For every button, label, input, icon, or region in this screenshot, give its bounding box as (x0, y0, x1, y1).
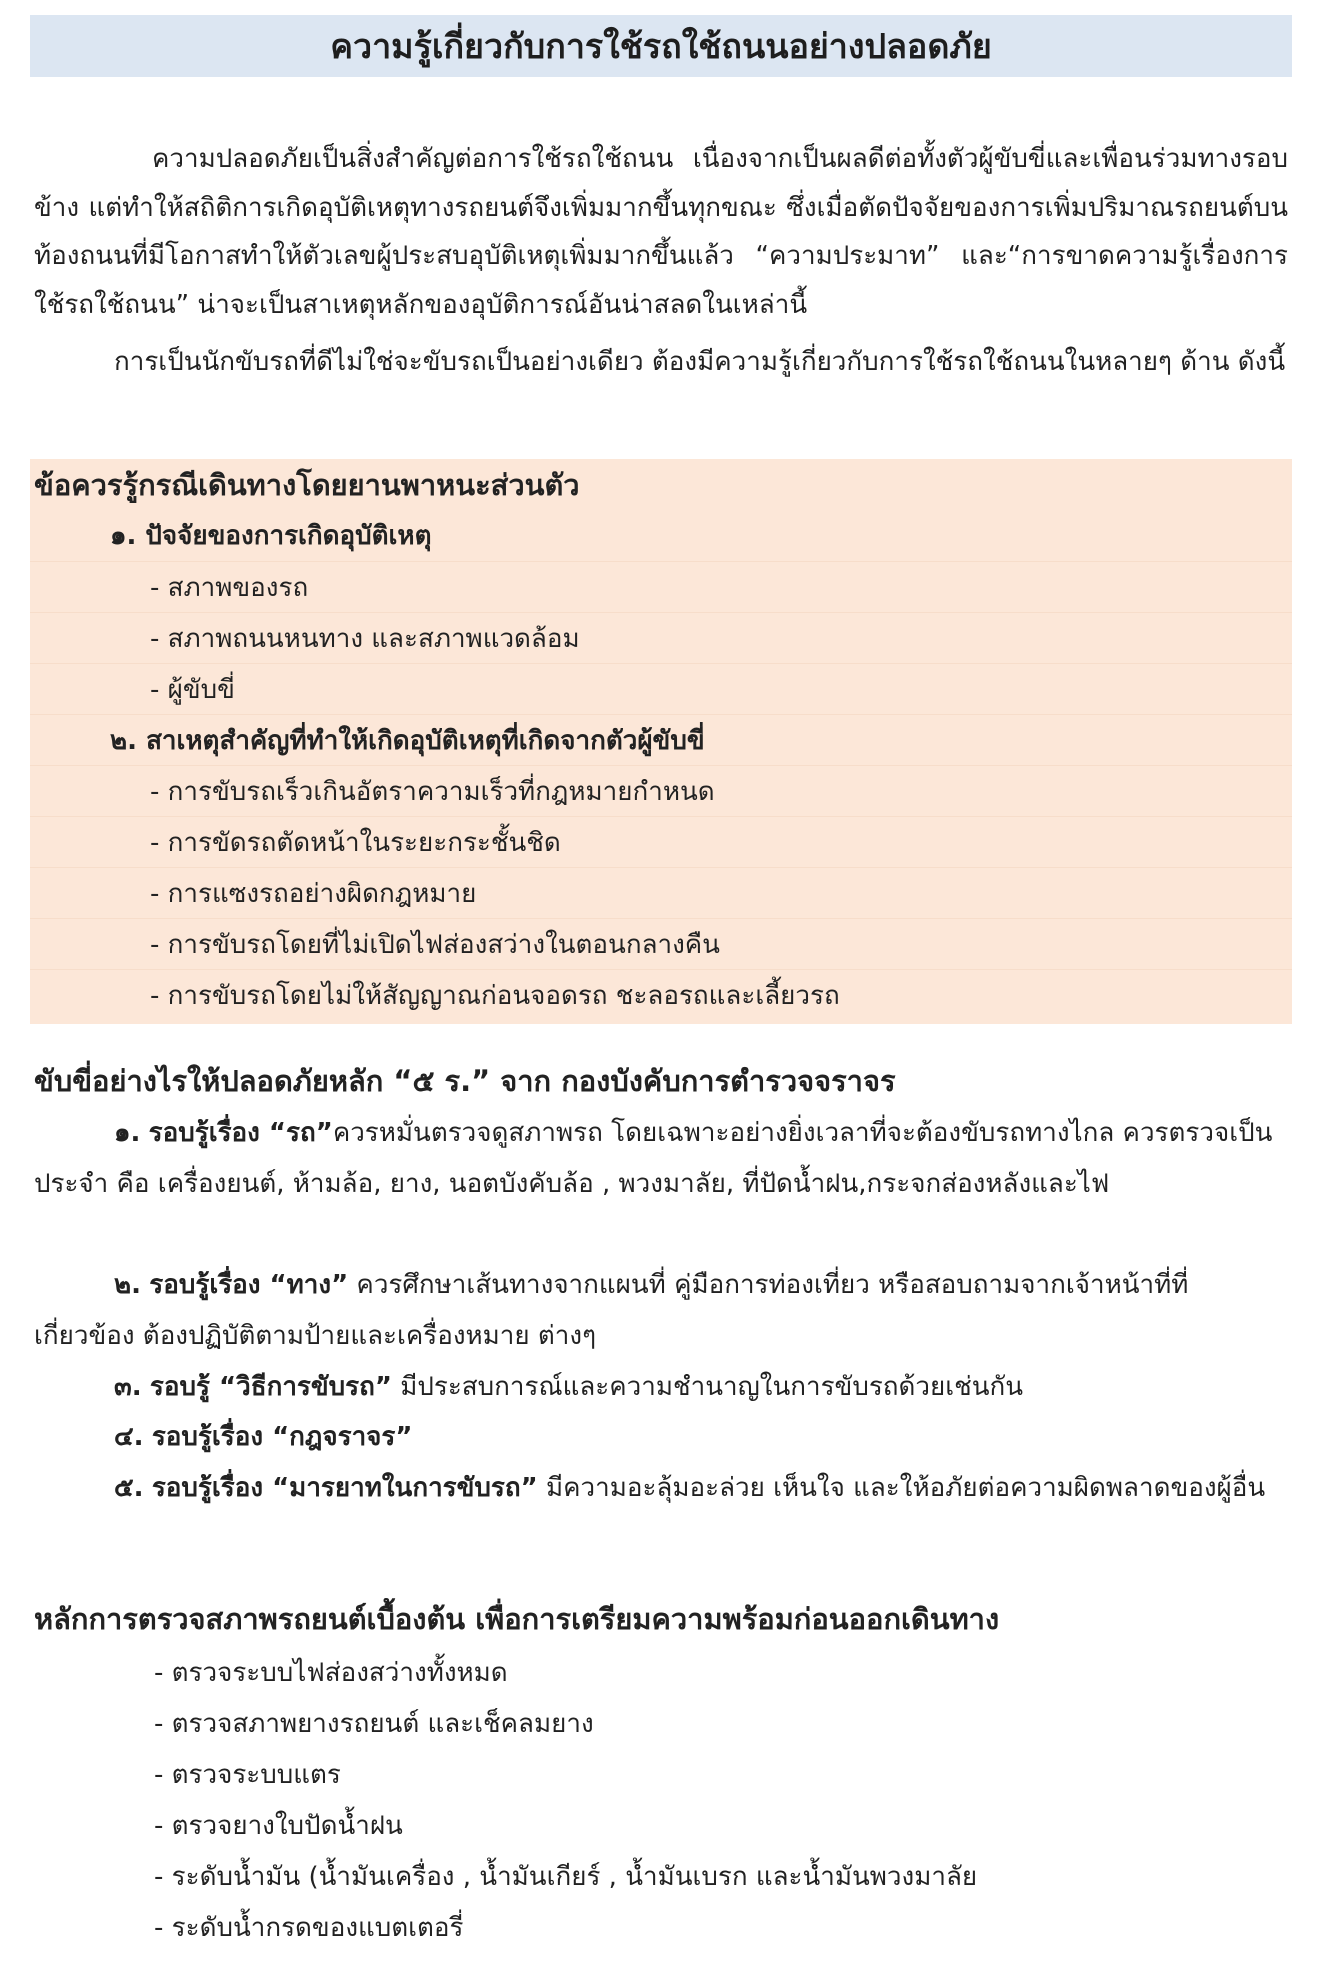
item-text: ควรศึกษาเส้นทางจากแผนที่ คู่มือการท่องเที่ยว หรือสอบถามจากเจ้าหน้าที่ที่เกี่ยวข้อง ต้องปฏิบัติตามป้ายและเครื่องหมาย ต่างๆ (34, 1270, 1189, 1351)
item-label: รอบรู้เรื่อง “มารยาทในการขับรถ” (151, 1473, 538, 1503)
intro-paragraph-2: การเป็นนักขับรถที่ดีไม่ใช่จะขับรถเป็นอย่างเดียว ต้องมีความรู้เกี่ยวกับการใช้รถใช้ถนนในหลายๆ ด้าน ดังนี้ (114, 347, 1286, 377)
private-vehicle-section (30, 459, 1292, 1024)
list-item: - ตรวจสภาพยางรถยนต์ และเช็คลมยาง (154, 1709, 594, 1739)
five-r-item (34, 1362, 1288, 1413)
list-item: - ผู้ขับขี่ (30, 663, 1292, 715)
item-text: มีประสบการณ์และความชำนาญในการขับรถด้วยเช่นกัน (391, 1372, 1024, 1402)
list-item: - การขัดรถตัดหน้าในระยะกระชั้นชิด (30, 816, 1292, 868)
list-item: - ระดับน้ำมัน (น้ำมันเครื่อง , น้ำมันเกียร์ , น้ำมันเบรก และน้ำมันพวงมาลัย (154, 1862, 978, 1892)
list-item: - การขับรถโดยไม่ให้สัญญาณก่อนจอดรถ ชะลอรถและเลี้ยวรถ (30, 969, 1292, 1021)
list-item: - สภาพถนนหนทาง และสภาพแวดล้อม (30, 612, 1292, 664)
page-title: ความรู้เกี่ยวกับการใช้รถใช้ถนนอย่างปลอดภัย (30, 15, 1292, 77)
item-label: รอบรู้เรื่อง “กฎจราจร” (151, 1422, 413, 1452)
causes-heading: ๒. สาเหตุสำคัญที่ทำให้เกิดอุบัติเหตุที่เกิดจากตัวผู้ขับขี่ (30, 714, 1292, 766)
list-item: - ตรวจยางใบปัดน้ำฝน (154, 1811, 403, 1841)
list-item: - การแซงรถอย่างผิดกฎหมาย (30, 867, 1292, 919)
item-text: ควรหมั่นตรวจดูสภาพรถ โดยเฉพาะอย่างยิ่งเวลาที่จะต้องขับรถทางไกล ควรตรวจเป็นประจำ คือ เครื่องยนต์, ห้ามล้อ, ยาง, นอตบังคับล้อ , พวงมาลัย, ที่ปัดน้ำฝน,กระจกส่องหลังและไฟ (34, 1118, 1273, 1199)
item-number: ๕. (114, 1473, 144, 1503)
item-number: ๒. (114, 1270, 142, 1300)
five-r-item (34, 1108, 1288, 1209)
section-heading: ข้อควรรู้กรณีเดินทางโดยยานพาหนะส่วนตัว (34, 467, 580, 502)
five-r-item (34, 1412, 1288, 1463)
item-number: ๓. (114, 1372, 142, 1402)
five-r-heading: ขับขี่อย่างไรให้ปลอดภัยหลัก “๕ ร.” จาก กองบังคับการตำรวจจราจร (34, 1064, 896, 1098)
list-item: - ตรวจระบบแตร (154, 1760, 341, 1790)
five-r-item (34, 1260, 1288, 1361)
item-label: รอบรู้เรื่อง “รถ” (148, 1118, 333, 1148)
item-number: ๔. (114, 1422, 144, 1452)
intro-paragraph-1: ความปลอดภัยเป็นสิ่งสำคัญต่อการใช้รถใช้ถนน เนื่องจากเป็นผลดีต่อทั้งตัวผู้ขับขี่และเพื่อนร่วมทางรอบข้าง แต่ทำให้สถิติการเกิดอุบัติเหตุทางรถยนต์จึงเพิ่มมากขึ้นทุกขณะ ซึ่งเมื่อตัดปัจจัยของการเพิ่มปริมาณรถยนต์บนท้องถนนที่มีโอกาสทำให้ตัวเลขผู้ประสบอุบัติเหตุเพิ่มมากขึ้นแล้ว “ความประมาท” และ“การขาดความรู้เรื่องการใช้รถใช้ถนน” น่าจะเป็นสาเหตุหลักของอุบัติการณ์อันน่าสลดในเหล่านี้ (34, 144, 1288, 320)
list-item: - ระดับน้ำกรดของแบตเตอรี่ (154, 1913, 464, 1943)
list-item: - การขับรถโดยที่ไม่เปิดไฟส่องสว่างในตอนกลางคืน (30, 918, 1292, 970)
checklist-heading: หลักการตรวจสภาพรถยนต์เบื้องต้น เพื่อการเตรียมความพร้อมก่อนออกเดินทาง (34, 1602, 1000, 1636)
five-r-item (34, 1463, 1288, 1514)
list-item: - สภาพของรถ (30, 561, 1292, 613)
factors-heading: ๑. ปัจจัยของการเกิดอุบัติเหตุ (110, 521, 432, 551)
list-item: - การขับรถเร็วเกินอัตราความเร็วที่กฎหมายกำหนด (30, 765, 1292, 817)
item-label: รอบรู้เรื่อง “ทาง” (149, 1270, 349, 1300)
item-label: รอบรู้ “วิธีการขับรถ” (149, 1372, 392, 1402)
item-text: มีความอะลุ้มอะล่วย เห็นใจ และให้อภัยต่อความผิดพลาดของผู้อื่น (537, 1473, 1266, 1503)
list-item: - ตรวจระบบไฟส่องสว่างทั้งหมด (154, 1658, 508, 1688)
checklist (154, 1648, 977, 1954)
item-number: ๑. (114, 1118, 141, 1148)
